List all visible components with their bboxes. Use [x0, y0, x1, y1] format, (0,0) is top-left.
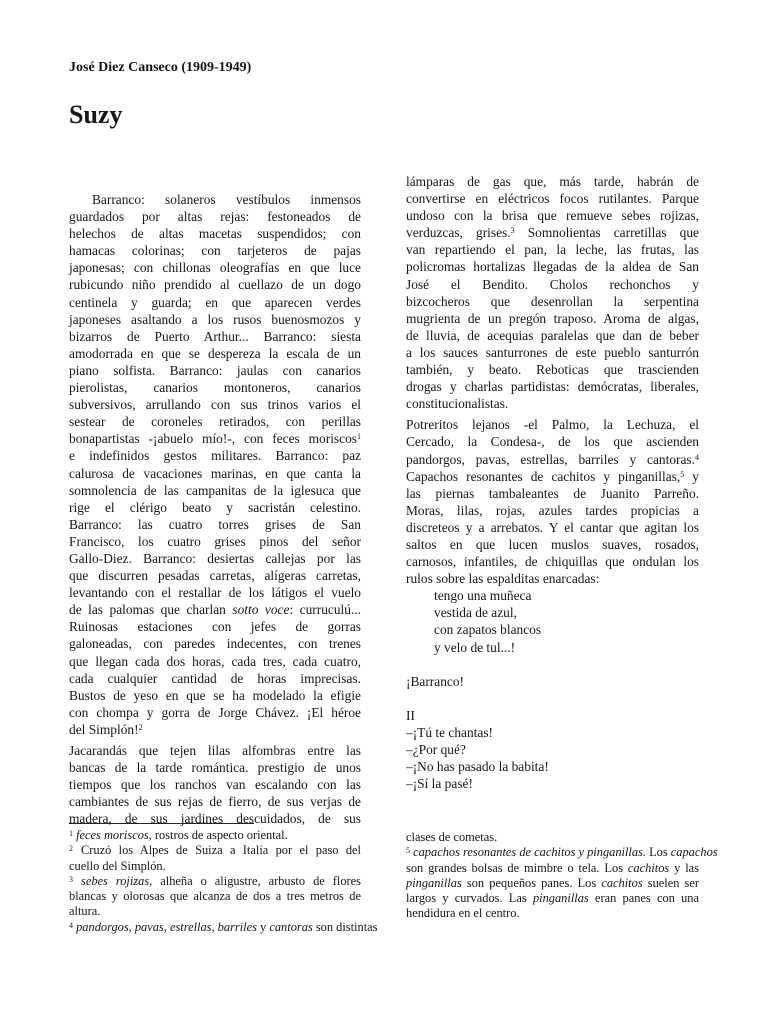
text-line: carnosos, infantiles, de chiquillas que ondulan los	[406, 554, 699, 570]
text-line: levantando con el restallar de los látigos el vuelo	[69, 585, 361, 601]
text-line: japoneses asaltando a los rusos buenosmozos y	[69, 311, 361, 327]
dialogue-line: –¡Sí la pasé!	[406, 776, 473, 792]
dialogue-line: –¡No has pasado la babita!	[406, 759, 549, 774]
text-line: pierolistas, canarios montoneros, canarios	[69, 380, 361, 396]
text-line: centinela y guarda; en que aparecen verdes	[69, 294, 361, 310]
text-line: con chompa y gorra de Jorge Chávez. ¡El héroe	[69, 704, 361, 720]
footnote: hendidura en el centro.	[406, 906, 520, 921]
text-line: bizarros de Puerto Arthur... Barranco: siesta	[69, 328, 361, 344]
text-line: rubicundo niño prendido al cuellazo de un dogo	[69, 277, 361, 293]
text-line: guardados por altas rejas: festoneados de	[69, 209, 361, 225]
text-line: convertirse en eléctricos focos rutilantes. Parque	[406, 191, 699, 207]
text-line: van repartiendo el pan, la leche, las frutas, las	[406, 242, 699, 258]
text-line: de lluvia, de acequias paralelas que dan de beber	[406, 327, 699, 343]
text-line: Jacarandás que tejen lilas alfombras entre las	[69, 743, 361, 758]
text-line: a los sauces santurrones de este pueblo santurrón	[406, 344, 699, 360]
footnotes-left	[69, 828, 378, 935]
text-line: e indefinidos gestos militares. Barranco: paz	[69, 448, 361, 464]
footnote-ref: 2	[138, 722, 143, 732]
footnote: largos y curvados. Las pinganillas eran panes con una	[406, 891, 700, 906]
text-line: Capachos resonantes de cachitos y pinganillas,$^5$ y	[406, 468, 699, 484]
text-line: tiempos que los ranchos van escalando con las	[69, 777, 361, 793]
footnote-ref: 5	[680, 469, 685, 479]
dialogue-line: –¡Tú te chantas!	[406, 724, 493, 740]
text-line: rulos sobre las espalditas enarcadas:	[406, 571, 600, 587]
right-column	[406, 173, 699, 792]
text-line: discreteos y a arrebatos. Y el cantar que agitan los	[406, 519, 699, 535]
text-line: rige el clérigo beato y sacristán celestino.	[69, 499, 361, 515]
footnote: cuello del Simplón.	[69, 858, 166, 873]
text-line: policromas hortalizas llegadas de la aldea de San	[406, 259, 699, 275]
text-line: también, y beato. Reboticas que trascienden	[406, 362, 699, 378]
verse-line: vestida de azul,	[434, 605, 517, 621]
section-number: II	[406, 707, 415, 723]
dialogue-line: –¿Por qué?	[406, 741, 466, 757]
text-line: drogas y charlas partidistas: demócratas, liberales,	[406, 379, 699, 395]
text-line: que llegan cada dos horas, cada tres, cada cuatro,	[69, 653, 361, 669]
text-line: Cercado, la Condesa-, de los que ascienden	[406, 434, 699, 450]
text-line: constitucionalistas.	[406, 396, 509, 412]
text-line: pandorgos, pavas, estrellas, barriles y cantoras.$^4$	[406, 451, 699, 467]
text-line: sestear de coroneles retirados, con perillas	[69, 414, 361, 430]
footnote-ref: 1	[357, 432, 361, 442]
text-line: japonesas; con chillonas oleografías en que luce	[69, 260, 361, 276]
text-line: piano solfista. Barranco: jaulas con canarios	[69, 362, 361, 378]
text-line: cambiantes de sus rejas de fierro, de sus verjas de	[69, 794, 361, 810]
verse-line: con zapatos blancos	[434, 622, 542, 638]
text-line: subversivos, arrullando con sus trinos varios el	[69, 397, 361, 413]
footnotes-right	[406, 830, 718, 922]
text-line: Francisco, los cuatro grises pinos del señor	[69, 533, 361, 549]
text-line: helechos de altas macetas suspendidos; con	[69, 226, 361, 242]
footnote: $^1$ feces moriscos, rostros de aspecto oriental.	[69, 828, 288, 842]
text-line: Barranco: las cuatro torres grises de San	[69, 516, 361, 532]
text-line: amodorrada en que se despereza la escala de un	[69, 345, 361, 361]
footnote: clases de cometas.	[406, 830, 498, 844]
verse-line: tengo una muñeca	[434, 588, 532, 604]
text-line: Moras, lilas, rojas, azules tardes propicias a	[406, 502, 699, 518]
text-line: saltos en que lucen muslos suaves, rosados,	[406, 536, 699, 552]
footnote: $^3$ sebes rojizas, alheña o aligustre, arbusto de flores	[69, 873, 361, 888]
author-heading: José Diez Canseco (1909-1949)	[69, 60, 252, 75]
footnote: $^2$ Cruzó los Alpes de Suiza a Italia por el paso del	[69, 843, 361, 858]
text-line: hamacas colorinas; con tarjeteros de pajas	[69, 243, 361, 259]
text-line: lámparas de gas que, más tarde, habrán de	[406, 174, 699, 189]
story-title: Suzy	[69, 100, 123, 129]
text-line: calurosa de vacaciones marinas, en que canta la	[69, 465, 361, 481]
text-line: las piernas tambaleantes de Juanito Parreño.	[406, 485, 699, 501]
left-column	[69, 191, 361, 827]
text-line: Gallo-Diez. Barranco: desiertas callejas por las	[69, 550, 361, 566]
text-line: ¡Barranco!	[406, 673, 464, 689]
text-line: bonapartistas -¡abuelo mío!-, con feces moriscos$^1$	[69, 431, 361, 447]
text-line: de las palomas que charlan sotto voce: curruculú...	[69, 602, 362, 618]
text-line: galoneadas, con paredes indecentes, con trenes	[69, 636, 361, 652]
text-line: que discurren pesadas carretas, alígeras carretas,	[69, 568, 361, 584]
text-line: madera, de sus jardines descuidados, de sus	[69, 811, 361, 827]
text-line: Ruinosas estaciones con jefes de gorras	[69, 619, 361, 635]
text-line: undoso con la brisa que remueve sebes rojizas,	[406, 208, 699, 224]
footnote: $^5$ capachos resonantes de cachitos y pinganillas. Los capachos	[406, 845, 718, 860]
footnote: son grandes bolsas de mimbre o tela. Los cachitos y las	[406, 860, 699, 875]
verse-line: y velo de tul...!	[434, 639, 516, 655]
text-line: bancas de la tarde romántica. prestigio de unos	[69, 760, 361, 776]
text-line: del Simplón!$^2$	[69, 721, 143, 737]
text-line: cada cualquier cantidad de horas imprecisas.	[69, 670, 361, 686]
text-line: verduzcas, grises.$^3$ Somnolientas carretillas que	[406, 225, 699, 241]
footnote: pinganillas son pequeños panes. Los cachitos suelen ser	[406, 875, 700, 890]
text-line: mugrienta de un pregón traposo. Aroma de algas,	[406, 310, 699, 326]
text-line: somnolencia de las campanitas de la iglesuca que	[69, 482, 361, 498]
footnote: altura.	[69, 904, 101, 919]
text-line: José el Bendito. Cholos rechonchos y	[406, 276, 699, 292]
text-line: Barranco: solaneros vestíbulos inmensos	[92, 192, 361, 207]
footnote-divider	[69, 823, 254, 824]
footnote-ref: 3	[510, 226, 515, 236]
text-line: Bustos de yeso en que se ha modelado la efigie	[69, 687, 361, 703]
footnote: blancas y olorosas que alcanza de dos a tres metros de	[69, 889, 361, 904]
footnote-ref: 4	[695, 452, 699, 462]
text-line: bizcocheros que desenrollan la serpentina	[406, 293, 699, 309]
footnote: $^4$ pandorgos, pavas, estrellas, barriles y cantoras son distintas	[69, 919, 378, 934]
text-line: Potreritos lejanos -el Palmo, la Lechuza, el	[406, 417, 699, 433]
